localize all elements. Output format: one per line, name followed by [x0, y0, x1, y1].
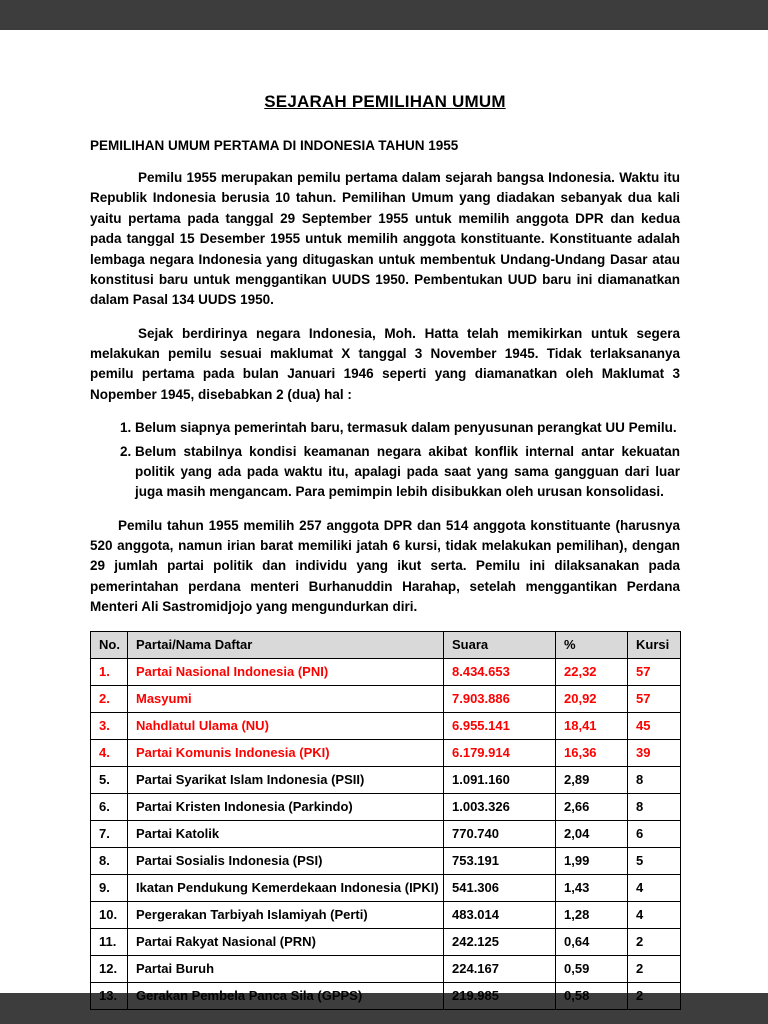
- paragraph-maklumat: Sejak berdirinya negara Indonesia, Moh. Hatta telah memikirkan untuk segera melakukan pemilu sesuai maklumat X tanggal 3 November 1945. Tidak terlaksananya pemilu pertama pada bulan Januari 1946 seperti yang diamanatkan oleh Maklumat 3 Nopember 1945, disebabkan 2 (dua) hal :: [90, 325, 680, 402]
- table-row: [91, 766, 681, 793]
- cell-no: 3.: [91, 712, 128, 739]
- cell-party-name: Partai Buruh: [128, 955, 444, 982]
- cell-seats: 57: [628, 685, 681, 712]
- cell-percentage: 18,41: [556, 712, 628, 739]
- cell-votes: 541.306: [444, 874, 556, 901]
- cell-percentage: 1,28: [556, 901, 628, 928]
- cell-party-name: Gerakan Pembela Panca Sila (GPPS): [128, 982, 444, 1009]
- cell-no: 2.: [91, 685, 128, 712]
- cell-percentage: 0,59: [556, 955, 628, 982]
- table-row: [91, 793, 681, 820]
- cell-percentage: 2,89: [556, 766, 628, 793]
- table-row: [91, 901, 681, 928]
- table-row: [91, 982, 681, 1009]
- cell-no: 7.: [91, 820, 128, 847]
- cell-percentage: 2,04: [556, 820, 628, 847]
- cell-percentage: 1,43: [556, 874, 628, 901]
- cell-seats: 8: [628, 766, 681, 793]
- cell-votes: 219.985: [444, 982, 556, 1009]
- cell-party-name: Partai Nasional Indonesia (PNI): [128, 658, 444, 685]
- section-heading: PEMILIHAN UMUM PERTAMA DI INDONESIA TAHUN 1955: [90, 138, 459, 153]
- cell-no: 10.: [91, 901, 128, 928]
- document-title: SEJARAH PEMILIHAN UMUM: [264, 92, 506, 111]
- table-row: [91, 874, 681, 901]
- cell-votes: 7.903.886: [444, 685, 556, 712]
- cell-seats: 4: [628, 901, 681, 928]
- cell-no: 1.: [91, 658, 128, 685]
- table-row: [91, 739, 681, 766]
- cell-seats: 2: [628, 982, 681, 1009]
- cell-no: 5.: [91, 766, 128, 793]
- table-row: [91, 928, 681, 955]
- cell-seats: 2: [628, 928, 681, 955]
- cell-percentage: 16,36: [556, 739, 628, 766]
- cell-party-name: Pergerakan Tarbiyah Islamiyah (Perti): [128, 901, 444, 928]
- table-row: [91, 712, 681, 739]
- cell-votes: 1.003.326: [444, 793, 556, 820]
- cell-party-name: Masyumi: [128, 685, 444, 712]
- reasons-list-item: 1. Belum siapnya pemerintah baru, termasuk dalam penyusunan perangkat UU Pemilu.: [135, 418, 680, 438]
- cell-votes: 8.434.653: [444, 658, 556, 685]
- reasons-list-item: 2. Belum stabilnya kondisi keamanan negara akibat konflik internal antar kekuatan politik yang ada pada waktu itu, apalagi pada saat yang sama gangguan dari luar juga masih mengancam. Para pemimpin lebih disibukkan oleh urusan konsolidasi.: [135, 442, 680, 503]
- cell-seats: 6: [628, 820, 681, 847]
- cell-votes: 770.740: [444, 820, 556, 847]
- cell-percentage: 1,99: [556, 847, 628, 874]
- cell-no: 6.: [91, 793, 128, 820]
- table-row: [91, 847, 681, 874]
- cell-seats: 4: [628, 874, 681, 901]
- cell-seats: 5: [628, 847, 681, 874]
- column-header-seats: Kursi: [628, 631, 681, 658]
- cell-seats: 57: [628, 658, 681, 685]
- cell-votes: 242.125: [444, 928, 556, 955]
- table-row: [91, 820, 681, 847]
- cell-party-name: Partai Rakyat Nasional (PRN): [128, 928, 444, 955]
- cell-party-name: Nahdlatul Ulama (NU): [128, 712, 444, 739]
- cell-seats: 39: [628, 739, 681, 766]
- cell-votes: 753.191: [444, 847, 556, 874]
- cell-votes: 6.955.141: [444, 712, 556, 739]
- cell-votes: 1.091.160: [444, 766, 556, 793]
- table-row: [91, 685, 681, 712]
- table-row: [91, 658, 681, 685]
- document-page: [0, 30, 768, 1003]
- cell-no: 9.: [91, 874, 128, 901]
- cell-votes: 6.179.914: [444, 739, 556, 766]
- cell-percentage: 20,92: [556, 685, 628, 712]
- cell-votes: 224.167: [444, 955, 556, 982]
- column-header-percentage: %: [556, 631, 628, 658]
- paragraph-history-intro: Pemilu 1955 merupakan pemilu pertama dalam sejarah bangsa Indonesia. Waktu itu Republik Indonesia berusia 10 tahun. Pemilihan Umum yang diadakan sebanyak dua kali yaitu pertama pada tanggal 29 September 1955 untuk memilih anggota DPR dan kedua pada tanggal 15 Desember 1955 untuk memilih anggota konstituante. Konstituante adalah lembaga negara Indonesia yang ditugaskan untuk membentuk Undang-Undang Dasar atau konstitusi baru untuk menggantikan UUDS 1950. Pembentukan UUD baru ini diamanatkan dalam Pasal 134 UUDS 1950.: [90, 170, 680, 308]
- reasons-list: [90, 418, 680, 503]
- cell-percentage: 22,32: [556, 658, 628, 685]
- cell-no: 8.: [91, 847, 128, 874]
- election-table-body: [91, 658, 681, 1009]
- table-header-row: [91, 631, 681, 658]
- cell-party-name: Partai Komunis Indonesia (PKI): [128, 739, 444, 766]
- cell-percentage: 2,66: [556, 793, 628, 820]
- cell-party-name: Partai Kristen Indonesia (Parkindo): [128, 793, 444, 820]
- column-header-votes: Suara: [444, 631, 556, 658]
- cell-votes: 483.014: [444, 901, 556, 928]
- cell-party-name: Partai Katolik: [128, 820, 444, 847]
- cell-percentage: 0,64: [556, 928, 628, 955]
- cell-seats: 45: [628, 712, 681, 739]
- column-header-no: No.: [91, 631, 128, 658]
- cell-no: 11.: [91, 928, 128, 955]
- cell-party-name: Ikatan Pendukung Kemerdekaan Indonesia (IPKI): [128, 874, 444, 901]
- cell-seats: 8: [628, 793, 681, 820]
- cell-no: 12.: [91, 955, 128, 982]
- cell-no: 13.: [91, 982, 128, 1009]
- column-header-party: Partai/Nama Daftar: [128, 631, 444, 658]
- cell-seats: 2: [628, 955, 681, 982]
- cell-percentage: 0,58: [556, 982, 628, 1009]
- table-row: [91, 955, 681, 982]
- cell-no: 4.: [91, 739, 128, 766]
- cell-party-name: Partai Syarikat Islam Indonesia (PSII): [128, 766, 444, 793]
- paragraph-pemilu-detail: Pemilu tahun 1955 memilih 257 anggota DPR dan 514 anggota konstituante (harusnya 520 anggota, namun irian barat memiliki jatah 6 kursi, tidak melakukan pemilihan), dengan 29 jumlah partai politik dan individu yang ikut serta. Pemilu ini dilaksanakan pada pemerintahan perdana menteri Burhanuddin Harahap, setelah menggantikan Perdana Menteri Ali Sastromidjojo yang mengundurkan diri.: [90, 517, 680, 615]
- election-results-table: [90, 631, 681, 1010]
- cell-party-name: Partai Sosialis Indonesia (PSI): [128, 847, 444, 874]
